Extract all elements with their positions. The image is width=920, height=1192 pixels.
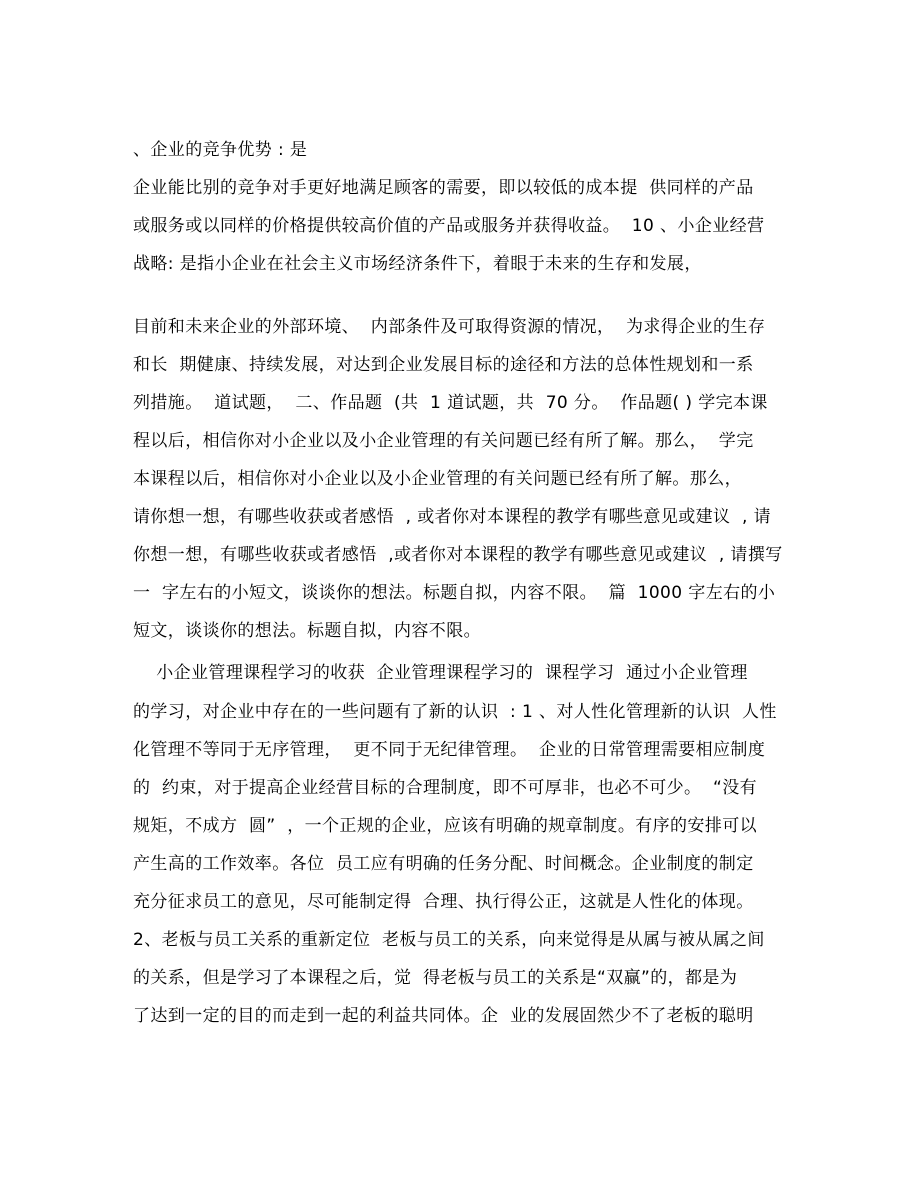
text-line: 你想一想，有哪些收获或者感悟 ,或者你对本课程的教学有哪些意见或建议 , 请撰写 [133,545,783,565]
text-line: 目前和未来企业的外部环境、 内部条件及可取得资源的情况， 为求得企业的生存 [133,317,766,337]
text-line: 小企业管理课程学习的收获 企业管理课程学习的 课程学习 通过小企业管理 [133,663,748,683]
text-line: 的关系，但是学习了本课程之后，觉 得老板与员工的关系是“双赢”的，都是为 [133,968,738,988]
text-line: 短文，谈谈你的想法。标题自拟，内容不限。 [133,621,481,641]
text-line: 充分征求员工的意见，尽可能制定得 合理、执行得公正，这就是人性化的体现。 [133,892,754,912]
text-line: 请你想一想，有哪些收获或者感悟 , 或者你对本课程的教学有哪些意见或建议 , 请 [133,507,772,527]
text-line: 程以后，相信你对小企业以及小企业管理的有关问题已经有所了解。那么， 学完 [133,431,754,451]
text-line: 本课程以后，相信你对小企业以及小企业管理的有关问题已经有所了解。那么， [133,469,742,489]
text-line: 的学习，对企业中存在的一些问题有了新的认识 : 1 、对人性化管理新的认识 人性 [133,702,777,722]
text-line: 了达到一定的目的而走到一起的利益共同体。企 业的发展固然少不了老板的聪明 [133,1006,754,1026]
text-line: 和长 期健康、持续发展，对达到企业发展目标的途径和方法的总体性规划和一系 [133,355,754,375]
text-line: 化管理不等同于无序管理， 更不同于无纪律管理。 企业的日常管理需要相应制度 [133,740,766,760]
text-line: 的 约束，对于提高企业经营目标的合理制度，即不可厚非，也必不可少。 “没有 [133,778,758,798]
text-line: 产生高的工作效率。各位 员工应有明确的任务分配、时间概念。企业制度的制定 [133,854,754,874]
text-line: 列措施。 道试题， 二、作品题 (共 1 道试题，共 70 分。 作品题( ) 学完本课 [133,393,768,413]
text-line: 一 字左右的小短文，谈谈你的想法。标题自拟，内容不限。 篇 1000 字左右的小 [133,583,776,603]
text-line: 、企业的竞争优势 : 是 [133,140,308,160]
text-line: 战略: 是指小企业在社会主义市场经济条件下，着眼于未来的生存和发展， [133,254,702,274]
text-line: 规矩，不成方 圆” ，一个正规的企业，应该有明确的规章制度。有序的安排可以 [133,816,758,836]
text-line: 企业能比别的竞争对手更好地满足顾客的需要，即以较低的成本提 供同样的产品 [133,178,754,198]
text-line: 或服务或以同样的价格提供较高价值的产品或服务并获得收益。 10 、小企业经营 [133,216,765,236]
text-line: 2、老板与员工关系的重新定位 老板与员工的关系，向来觉得是从属与被从属之间 [133,930,765,950]
